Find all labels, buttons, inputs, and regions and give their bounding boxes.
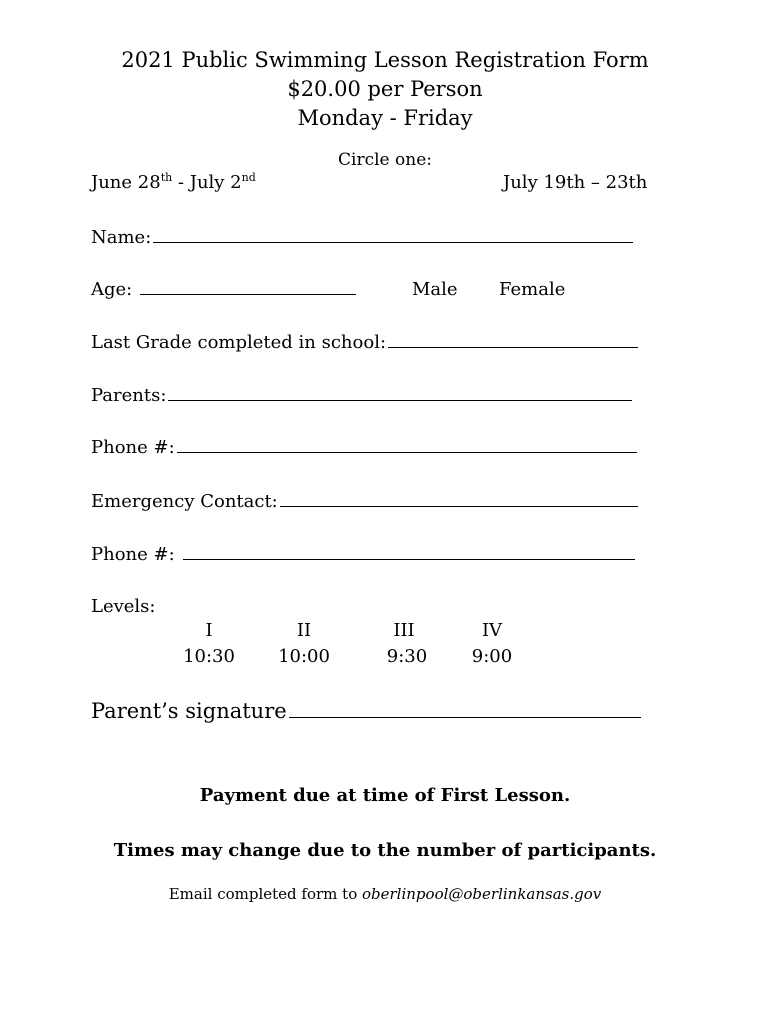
grade-row bbox=[91, 332, 638, 353]
emergency-contact-input-line[interactable] bbox=[280, 505, 638, 507]
name-label: Name: bbox=[91, 227, 152, 248]
age-label: Age: bbox=[91, 279, 133, 300]
level-ii-time[interactable]: 10:00 bbox=[278, 646, 330, 667]
signature-label: Parent’s signature bbox=[91, 699, 287, 723]
gender-male-option[interactable]: Male bbox=[412, 279, 458, 300]
levels-label: Levels: bbox=[91, 596, 156, 617]
emergency-contact-label: Emergency Contact: bbox=[91, 491, 278, 512]
gender-female-option[interactable]: Female bbox=[499, 279, 566, 300]
emergency-contact-row bbox=[91, 491, 638, 512]
emergency-phone-row bbox=[91, 544, 635, 565]
level-iii-time[interactable]: 9:30 bbox=[386, 646, 428, 667]
parents-row bbox=[91, 385, 632, 406]
level-ii-name[interactable]: II bbox=[296, 620, 312, 641]
parents-input-line[interactable] bbox=[168, 399, 632, 401]
name-row bbox=[91, 227, 633, 248]
grade-input-line[interactable] bbox=[388, 346, 638, 348]
level-iv-time[interactable]: 9:00 bbox=[471, 646, 513, 667]
signature-row bbox=[91, 699, 641, 723]
emergency-phone-input-line[interactable] bbox=[183, 558, 635, 560]
schedule-days: Monday - Friday bbox=[297, 106, 473, 130]
level-i-name[interactable]: I bbox=[205, 620, 213, 641]
email-instruction: Email completed form to oberlinpool@oberlinkansas.gov bbox=[168, 885, 602, 903]
session-option-june[interactable]: June 28th - July 2nd bbox=[91, 171, 256, 193]
emergency-phone-label: Phone #: bbox=[91, 544, 175, 565]
price-line: $20.00 per Person bbox=[287, 77, 483, 101]
circle-one-instruction: Circle one: bbox=[338, 150, 432, 170]
phone-label: Phone #: bbox=[91, 437, 175, 458]
signature-input-line[interactable] bbox=[289, 716, 641, 718]
level-iv-name[interactable]: IV bbox=[481, 620, 503, 641]
level-iii-name[interactable]: III bbox=[393, 620, 415, 641]
payment-note: Payment due at time of First Lesson. bbox=[199, 785, 571, 806]
name-input-line[interactable] bbox=[153, 241, 633, 243]
age-input-line[interactable] bbox=[140, 293, 356, 295]
times-change-note: Times may change due to the number of participants. bbox=[113, 840, 657, 861]
parents-label: Parents: bbox=[91, 385, 167, 406]
form-title: 2021 Public Swimming Lesson Registration Form bbox=[121, 48, 649, 72]
session-option-july[interactable]: July 19th – 23th bbox=[503, 172, 648, 193]
phone-input-line[interactable] bbox=[177, 451, 637, 453]
phone-row bbox=[91, 437, 637, 458]
level-i-time[interactable]: 10:30 bbox=[183, 646, 235, 667]
email-link[interactable]: oberlinpool@oberlinkansas.gov bbox=[362, 885, 602, 903]
grade-label: Last Grade completed in school: bbox=[91, 332, 387, 353]
age-row bbox=[91, 279, 356, 300]
